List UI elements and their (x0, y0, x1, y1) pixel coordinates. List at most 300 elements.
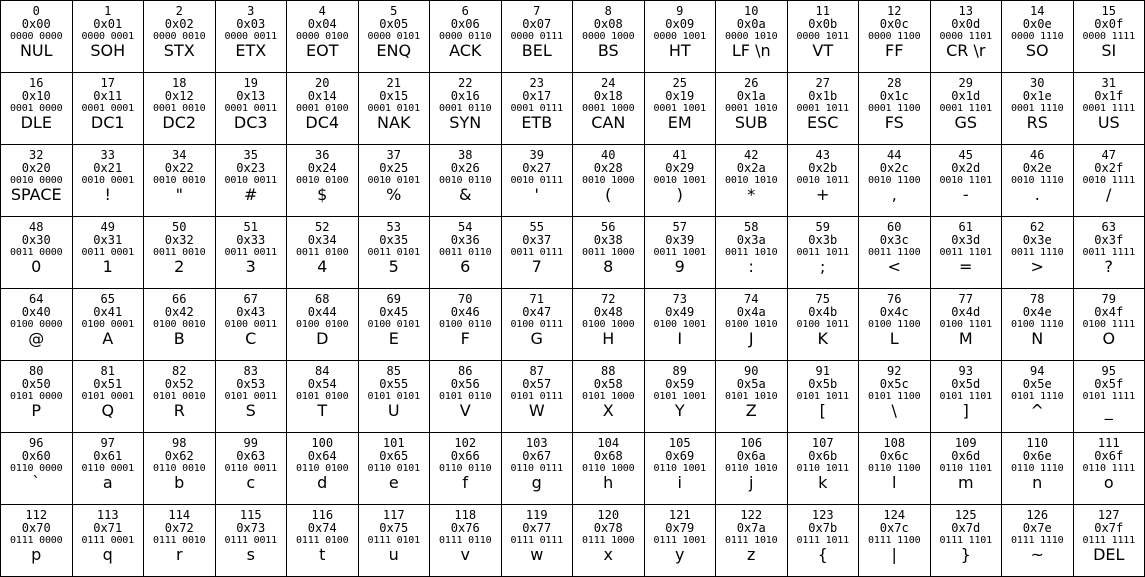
binary-code: 0001 1100 (868, 103, 921, 114)
character-symbol: STX (163, 41, 195, 60)
character-symbol: a (102, 473, 113, 492)
binary-code: 0010 1110 (1011, 175, 1064, 186)
decimal-code: 93 (958, 364, 973, 378)
decimal-code: 30 (1030, 76, 1045, 90)
ascii-cell (216, 1, 288, 73)
character-symbol: o (1103, 473, 1114, 492)
character-symbol: C (245, 329, 257, 348)
character-symbol: ` (32, 473, 41, 492)
character-symbol: & (459, 185, 472, 204)
character-symbol: j (749, 473, 754, 492)
ascii-cell (430, 505, 502, 577)
binary-code: 0110 0100 (296, 463, 349, 474)
decimal-code: 126 (1026, 508, 1049, 522)
ascii-cell (1, 145, 73, 217)
binary-code: 0001 1001 (653, 103, 706, 114)
character-symbol: DC3 (233, 113, 268, 132)
character-symbol: ^ (1030, 401, 1044, 420)
decimal-code: 50 (172, 220, 187, 234)
binary-code: 0000 1000 (582, 31, 635, 42)
character-symbol: BS (597, 41, 619, 60)
character-symbol: K (817, 329, 828, 348)
ascii-cell (1, 1, 73, 73)
character-symbol: V (459, 401, 471, 420)
binary-code: 0010 0011 (224, 175, 277, 186)
hex-code: 0x46 (450, 305, 480, 319)
binary-code: 0101 1010 (725, 391, 778, 402)
binary-code: 0001 1000 (582, 103, 635, 114)
hex-code: 0x33 (236, 233, 266, 247)
character-symbol: ( (605, 185, 612, 204)
binary-code: 0101 0010 (153, 391, 206, 402)
ascii-cell (216, 145, 288, 217)
decimal-code: 16 (29, 76, 44, 90)
hex-code: 0x63 (236, 449, 266, 463)
ascii-cell (359, 145, 431, 217)
ascii-cell (573, 361, 645, 433)
ascii-cell (144, 1, 216, 73)
binary-code: 0001 1101 (939, 103, 992, 114)
hex-code: 0x6a (736, 449, 766, 463)
character-symbol: # (244, 185, 258, 204)
decimal-code: 7 (533, 4, 541, 18)
hex-code: 0x7e (1022, 521, 1052, 535)
hex-code: 0x02 (164, 17, 194, 31)
binary-code: 0010 1111 (1082, 175, 1135, 186)
decimal-code: 47 (1101, 148, 1116, 162)
character-symbol: CR \r (946, 41, 986, 60)
hex-code: 0x10 (21, 89, 51, 103)
hex-code: 0x27 (522, 161, 552, 175)
decimal-code: 96 (29, 436, 44, 450)
decimal-code: 110 (1026, 436, 1049, 450)
decimal-code: 26 (744, 76, 759, 90)
binary-code: 0110 1100 (868, 463, 921, 474)
decimal-code: 87 (529, 364, 544, 378)
decimal-code: 106 (740, 436, 763, 450)
binary-code: 0111 1000 (582, 535, 635, 546)
decimal-code: 38 (458, 148, 473, 162)
character-symbol: e (388, 473, 399, 492)
binary-code: 0001 0000 (10, 103, 63, 114)
ascii-cell (430, 361, 502, 433)
character-symbol: [ (819, 401, 826, 420)
hex-code: 0x7f (1094, 521, 1124, 535)
decimal-code: 111 (1097, 436, 1120, 450)
hex-code: 0x17 (522, 89, 552, 103)
binary-code: 0100 1111 (1082, 319, 1135, 330)
ascii-cell (788, 1, 860, 73)
ascii-cell (573, 505, 645, 577)
decimal-code: 78 (1030, 292, 1045, 306)
ascii-cell (359, 73, 431, 145)
binary-code: 0010 0111 (510, 175, 563, 186)
character-symbol: S (245, 401, 256, 420)
character-symbol: FF (885, 41, 904, 60)
binary-code: 0000 0110 (439, 31, 492, 42)
ascii-cell (1, 217, 73, 289)
ascii-cell (144, 289, 216, 361)
binary-code: 0010 0000 (10, 175, 63, 186)
hex-code: 0x5e (1022, 377, 1052, 391)
binary-code: 0011 0110 (439, 247, 492, 258)
ascii-cell (788, 145, 860, 217)
ascii-cell (73, 217, 145, 289)
hex-code: 0x59 (665, 377, 695, 391)
hex-code: 0x2c (879, 161, 909, 175)
ascii-cell (144, 433, 216, 505)
decimal-code: 63 (1101, 220, 1116, 234)
hex-code: 0x0c (879, 17, 909, 31)
ascii-cell (144, 217, 216, 289)
ascii-cell (502, 1, 574, 73)
hex-code: 0x57 (522, 377, 552, 391)
ascii-cell (859, 289, 931, 361)
character-symbol: E (388, 329, 399, 348)
binary-code: 0010 1010 (725, 175, 778, 186)
binary-code: 0110 1011 (796, 463, 849, 474)
binary-code: 0100 0001 (81, 319, 134, 330)
decimal-code: 60 (887, 220, 902, 234)
character-symbol: EOT (306, 41, 339, 60)
hex-code: 0x36 (450, 233, 480, 247)
ascii-cell (1002, 505, 1074, 577)
decimal-code: 18 (172, 76, 187, 90)
binary-code: 0000 1111 (1082, 31, 1135, 42)
decimal-code: 99 (243, 436, 258, 450)
hex-code: 0x3f (1094, 233, 1124, 247)
ascii-cell (359, 1, 431, 73)
decimal-code: 123 (811, 508, 834, 522)
ascii-cell (359, 361, 431, 433)
hex-code: 0x31 (93, 233, 123, 247)
character-symbol: P (31, 401, 42, 420)
decimal-code: 1 (104, 4, 112, 18)
character-symbol: B (173, 329, 185, 348)
hex-code: 0x14 (307, 89, 337, 103)
decimal-code: 32 (29, 148, 44, 162)
character-symbol: CAN (591, 113, 626, 132)
hex-code: 0x4b (808, 305, 838, 319)
ascii-cell (287, 505, 359, 577)
character-symbol: ENQ (376, 41, 412, 60)
character-symbol: < (887, 257, 901, 276)
ascii-cell (287, 361, 359, 433)
hex-code: 0x51 (93, 377, 123, 391)
ascii-cell (144, 73, 216, 145)
binary-code: 0111 0111 (510, 535, 563, 546)
ascii-cell (788, 361, 860, 433)
decimal-code: 68 (315, 292, 330, 306)
binary-code: 0110 1110 (1011, 463, 1064, 474)
decimal-code: 21 (386, 76, 401, 90)
hex-code: 0x29 (665, 161, 695, 175)
binary-code: 0011 1101 (939, 247, 992, 258)
ascii-cell (645, 289, 717, 361)
hex-code: 0x6b (808, 449, 838, 463)
binary-code: 0010 0001 (81, 175, 134, 186)
binary-code: 0001 1111 (1082, 103, 1135, 114)
character-symbol: + (816, 185, 830, 204)
hex-code: 0x3c (879, 233, 909, 247)
character-symbol: " (175, 185, 183, 204)
decimal-code: 19 (243, 76, 258, 90)
ascii-cell (430, 217, 502, 289)
decimal-code: 109 (954, 436, 977, 450)
character-symbol: 0 (31, 257, 42, 276)
binary-code: 0101 0000 (10, 391, 63, 402)
hex-code: 0x55 (379, 377, 409, 391)
decimal-code: 107 (811, 436, 834, 450)
character-symbol: G (530, 329, 543, 348)
hex-code: 0x4c (879, 305, 909, 319)
binary-code: 0011 0011 (224, 247, 277, 258)
binary-code: 0111 0001 (81, 535, 134, 546)
decimal-code: 36 (315, 148, 330, 162)
decimal-code: 101 (382, 436, 405, 450)
binary-code: 0011 1011 (796, 247, 849, 258)
ascii-cell (645, 433, 717, 505)
ascii-cell (359, 217, 431, 289)
hex-code: 0x3a (736, 233, 766, 247)
decimal-code: 122 (740, 508, 763, 522)
decimal-code: 45 (958, 148, 973, 162)
binary-code: 0010 1100 (868, 175, 921, 186)
ascii-cell (716, 361, 788, 433)
hex-code: 0x7b (808, 521, 838, 535)
ascii-cell (1002, 361, 1074, 433)
decimal-code: 97 (100, 436, 115, 450)
decimal-code: 95 (1101, 364, 1116, 378)
hex-code: 0x35 (379, 233, 409, 247)
character-symbol: ESC (807, 113, 839, 132)
character-symbol: z (747, 545, 756, 564)
ascii-cell (430, 73, 502, 145)
decimal-code: 82 (172, 364, 187, 378)
character-symbol: 4 (317, 257, 328, 276)
decimal-code: 27 (815, 76, 830, 90)
hex-code: 0x32 (164, 233, 194, 247)
decimal-code: 64 (29, 292, 44, 306)
hex-code: 0x24 (307, 161, 337, 175)
character-symbol: / (1106, 185, 1112, 204)
character-symbol: _ (1104, 401, 1113, 420)
hex-code: 0x05 (379, 17, 409, 31)
hex-code: 0x28 (593, 161, 623, 175)
decimal-code: 39 (529, 148, 544, 162)
ascii-cell (1, 361, 73, 433)
binary-code: 0010 1000 (582, 175, 635, 186)
character-symbol: = (959, 257, 973, 276)
decimal-code: 100 (311, 436, 334, 450)
ascii-cell (645, 73, 717, 145)
decimal-code: 94 (1030, 364, 1045, 378)
decimal-code: 121 (668, 508, 691, 522)
hex-code: 0x12 (164, 89, 194, 103)
hex-code: 0x1f (1094, 89, 1124, 103)
ascii-cell (430, 1, 502, 73)
decimal-code: 80 (29, 364, 44, 378)
decimal-code: 41 (672, 148, 687, 162)
hex-code: 0x65 (379, 449, 409, 463)
character-symbol: f (462, 473, 469, 492)
binary-code: 0000 1010 (725, 31, 778, 42)
ascii-cell (287, 217, 359, 289)
ascii-cell (287, 73, 359, 145)
decimal-code: 58 (744, 220, 759, 234)
hex-code: 0x79 (665, 521, 695, 535)
ascii-cell (144, 505, 216, 577)
character-symbol: c (246, 473, 256, 492)
character-symbol: p (31, 545, 42, 564)
character-symbol: SI (1101, 41, 1117, 60)
character-symbol: R (173, 401, 185, 420)
binary-code: 0011 0100 (296, 247, 349, 258)
ascii-cell (859, 73, 931, 145)
ascii-cell (573, 217, 645, 289)
decimal-code: 54 (458, 220, 473, 234)
character-symbol: A (102, 329, 114, 348)
decimal-code: 15 (1101, 4, 1116, 18)
character-symbol: k (818, 473, 828, 492)
hex-code: 0x1e (1022, 89, 1052, 103)
binary-code: 0101 0101 (367, 391, 420, 402)
ascii-cell (573, 289, 645, 361)
hex-code: 0x13 (236, 89, 266, 103)
decimal-code: 77 (958, 292, 973, 306)
character-symbol: 5 (388, 257, 399, 276)
binary-code: 0100 0111 (510, 319, 563, 330)
ascii-cell (502, 505, 574, 577)
ascii-cell (716, 145, 788, 217)
binary-code: 0000 1100 (868, 31, 921, 42)
hex-code: 0x64 (307, 449, 337, 463)
decimal-code: 115 (239, 508, 262, 522)
character-symbol: NUL (19, 41, 53, 60)
decimal-code: 24 (601, 76, 616, 90)
ascii-cell (73, 361, 145, 433)
ascii-cell (788, 433, 860, 505)
decimal-code: 86 (458, 364, 473, 378)
character-symbol: ' (534, 185, 539, 204)
character-symbol: @ (28, 329, 45, 348)
ascii-cell (573, 1, 645, 73)
character-symbol: m (957, 473, 974, 492)
ascii-cell (1002, 145, 1074, 217)
decimal-code: 14 (1030, 4, 1045, 18)
decimal-code: 46 (1030, 148, 1045, 162)
ascii-cell (931, 433, 1003, 505)
binary-code: 0110 1010 (725, 463, 778, 474)
ascii-cell (931, 361, 1003, 433)
binary-code: 0111 1011 (796, 535, 849, 546)
decimal-code: 114 (168, 508, 191, 522)
ascii-cell (573, 73, 645, 145)
ascii-cell (287, 145, 359, 217)
binary-code: 0011 1000 (582, 247, 635, 258)
binary-code: 0100 1100 (868, 319, 921, 330)
character-symbol: v (460, 545, 470, 564)
binary-code: 0110 0101 (367, 463, 420, 474)
ascii-cell (1074, 1, 1145, 73)
ascii-cell (645, 505, 717, 577)
ascii-cell (788, 217, 860, 289)
hex-code: 0x2a (736, 161, 766, 175)
character-symbol: F (460, 329, 470, 348)
character-symbol: ACK (449, 41, 482, 60)
decimal-code: 59 (815, 220, 830, 234)
hex-code: 0x08 (593, 17, 623, 31)
hex-code: 0x23 (236, 161, 266, 175)
ascii-cell (287, 289, 359, 361)
ascii-cell (716, 505, 788, 577)
binary-code: 0101 1111 (1082, 391, 1135, 402)
hex-code: 0x01 (93, 17, 123, 31)
binary-code: 0111 1111 (1082, 535, 1135, 546)
decimal-code: 90 (744, 364, 759, 378)
decimal-code: 70 (458, 292, 473, 306)
ascii-cell (645, 217, 717, 289)
binary-code: 0110 0011 (224, 463, 277, 474)
hex-code: 0x38 (593, 233, 623, 247)
ascii-cell (430, 289, 502, 361)
ascii-cell (1074, 73, 1145, 145)
ascii-cell (1, 505, 73, 577)
ascii-cell (859, 433, 931, 505)
binary-code: 0001 0111 (510, 103, 563, 114)
character-symbol: w (530, 545, 544, 564)
character-symbol: ? (1104, 257, 1113, 276)
hex-code: 0x73 (236, 521, 266, 535)
ascii-cell (359, 289, 431, 361)
decimal-code: 92 (887, 364, 902, 378)
decimal-code: 23 (529, 76, 544, 90)
hex-code: 0x42 (164, 305, 194, 319)
binary-code: 0100 1010 (725, 319, 778, 330)
character-symbol: i (677, 473, 682, 492)
character-symbol: g (531, 473, 542, 492)
hex-code: 0x77 (522, 521, 552, 535)
hex-code: 0x16 (450, 89, 480, 103)
binary-code: 0001 1110 (1011, 103, 1064, 114)
ascii-cell (287, 433, 359, 505)
ascii-cell (931, 505, 1003, 577)
character-symbol: > (1030, 257, 1044, 276)
hex-code: 0x2b (808, 161, 838, 175)
hex-code: 0x39 (665, 233, 695, 247)
ascii-cell (216, 73, 288, 145)
hex-code: 0x30 (21, 233, 51, 247)
character-symbol: HT (668, 41, 691, 60)
character-symbol: ETB (521, 113, 553, 132)
ascii-cell (1002, 433, 1074, 505)
hex-code: 0x78 (593, 521, 623, 535)
binary-code: 0000 1001 (653, 31, 706, 42)
character-symbol: * (747, 185, 756, 204)
binary-code: 0101 1011 (796, 391, 849, 402)
hex-code: 0x00 (21, 17, 51, 31)
decimal-code: 62 (1030, 220, 1045, 234)
character-symbol: FS (884, 113, 904, 132)
binary-code: 0011 0000 (10, 247, 63, 258)
decimal-code: 55 (529, 220, 544, 234)
binary-code: 0101 1000 (582, 391, 635, 402)
binary-code: 0100 1101 (939, 319, 992, 330)
character-symbol: h (603, 473, 614, 492)
hex-code: 0x6c (879, 449, 909, 463)
decimal-code: 65 (100, 292, 115, 306)
decimal-code: 124 (883, 508, 906, 522)
